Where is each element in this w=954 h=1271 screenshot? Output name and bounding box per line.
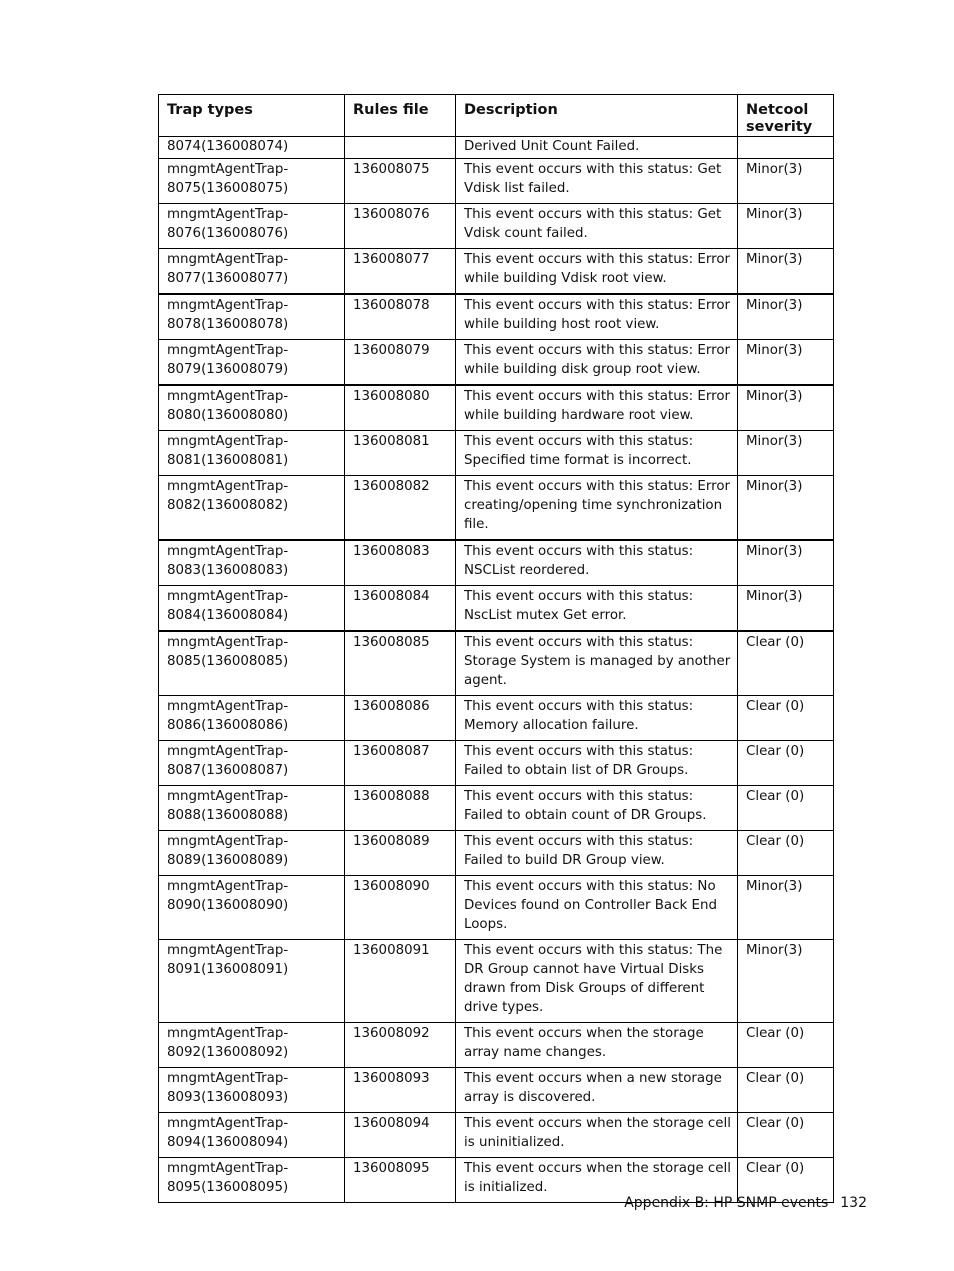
cell-rules-file: 136008083 bbox=[345, 540, 456, 586]
table-row bbox=[159, 1023, 834, 1068]
table-row bbox=[159, 876, 834, 940]
trap-type-line-2: 8077(136008077) bbox=[167, 271, 289, 286]
table-row bbox=[159, 137, 834, 159]
cell-trap-type bbox=[159, 204, 345, 249]
cell-description: This event occurs with this status: Storage System is managed by another agent. bbox=[456, 631, 738, 696]
header-description: Description bbox=[456, 95, 738, 137]
cell-description: This event occurs with this status: Error while building hardware root view. bbox=[456, 385, 738, 431]
cell-rules-file: 136008084 bbox=[345, 586, 456, 632]
cell-description: This event occurs with this status: NscList mutex Get error. bbox=[456, 586, 738, 632]
cell-trap-type bbox=[159, 159, 345, 204]
cell-rules-file: 136008086 bbox=[345, 696, 456, 741]
cell-description: This event occurs with this status: Get Vdisk count failed. bbox=[456, 204, 738, 249]
trap-type-line-2: 8088(136008088) bbox=[167, 808, 289, 823]
cell-rules-file bbox=[345, 137, 456, 159]
cell-description: This event occurs with this status: Specified time format is incorrect. bbox=[456, 431, 738, 476]
table-row bbox=[159, 340, 834, 386]
cell-rules-file: 136008089 bbox=[345, 831, 456, 876]
trap-type-line-2: 8084(136008084) bbox=[167, 608, 289, 623]
cell-trap-type bbox=[159, 631, 345, 696]
trap-type-line-1: mngmtAgentTrap- bbox=[167, 1161, 289, 1176]
cell-description: This event occurs with this status: No Devices found on Controller Back End Loops. bbox=[456, 876, 738, 940]
cell-severity: Minor(3) bbox=[738, 876, 834, 940]
table-row bbox=[159, 586, 834, 632]
trap-type-line-2: 8092(136008092) bbox=[167, 1045, 289, 1060]
trap-type-line-1: mngmtAgentTrap- bbox=[167, 544, 289, 559]
cell-trap-type bbox=[159, 476, 345, 541]
cell-trap-type bbox=[159, 940, 345, 1023]
cell-trap-type bbox=[159, 340, 345, 386]
trap-type-line-1: mngmtAgentTrap- bbox=[167, 1071, 289, 1086]
cell-rules-file: 136008088 bbox=[345, 786, 456, 831]
cell-severity: Clear (0) bbox=[738, 696, 834, 741]
table-row bbox=[159, 540, 834, 586]
trap-type-line-2: 8083(136008083) bbox=[167, 563, 289, 578]
cell-rules-file: 136008076 bbox=[345, 204, 456, 249]
cell-description: This event occurs with this status: Get Vdisk list failed. bbox=[456, 159, 738, 204]
cell-trap-type bbox=[159, 831, 345, 876]
cell-description: This event occurs with this status: NSCList reordered. bbox=[456, 540, 738, 586]
cell-trap-type bbox=[159, 137, 345, 159]
table-row bbox=[159, 385, 834, 431]
header-netcool-severity: Netcool severity bbox=[738, 95, 834, 137]
table-row bbox=[159, 159, 834, 204]
cell-severity: Clear (0) bbox=[738, 1158, 834, 1203]
cell-trap-type bbox=[159, 786, 345, 831]
table-row bbox=[159, 204, 834, 249]
cell-trap-type bbox=[159, 741, 345, 786]
trap-type-line-2: 8094(136008094) bbox=[167, 1135, 289, 1150]
trap-type-line-2: 8089(136008089) bbox=[167, 853, 289, 868]
trap-type-line-1: mngmtAgentTrap- bbox=[167, 699, 289, 714]
trap-type-line-2: 8078(136008078) bbox=[167, 317, 289, 332]
cell-description: This event occurs with this status: Failed to obtain count of DR Groups. bbox=[456, 786, 738, 831]
cell-trap-type bbox=[159, 249, 345, 295]
table-row bbox=[159, 786, 834, 831]
cell-severity: Minor(3) bbox=[738, 385, 834, 431]
header-trap-types: Trap types bbox=[159, 95, 345, 137]
cell-description: This event occurs with this status: Error creating/opening time synchronization file. bbox=[456, 476, 738, 541]
trap-type-line-1: mngmtAgentTrap- bbox=[167, 298, 289, 313]
trap-type-line-1: mngmtAgentTrap- bbox=[167, 343, 289, 358]
cell-rules-file: 136008092 bbox=[345, 1023, 456, 1068]
cell-description: This event occurs with this status: The DR Group cannot have Virtual Disks drawn from Disk Groups of different drive types. bbox=[456, 940, 738, 1023]
cell-severity: Minor(3) bbox=[738, 204, 834, 249]
cell-rules-file: 136008078 bbox=[345, 294, 456, 340]
trap-type-line-1: mngmtAgentTrap- bbox=[167, 479, 289, 494]
cell-trap-type bbox=[159, 876, 345, 940]
cell-severity: Minor(3) bbox=[738, 340, 834, 386]
table-row bbox=[159, 476, 834, 541]
table-row bbox=[159, 294, 834, 340]
trap-type-line-2: 8091(136008091) bbox=[167, 962, 289, 977]
table-row bbox=[159, 831, 834, 876]
cell-rules-file: 136008094 bbox=[345, 1113, 456, 1158]
trap-type-line-1: mngmtAgentTrap- bbox=[167, 635, 289, 650]
cell-rules-file: 136008090 bbox=[345, 876, 456, 940]
cell-description: This event occurs with this status: Failed to build DR Group view. bbox=[456, 831, 738, 876]
trap-type-line-2: 8081(136008081) bbox=[167, 453, 289, 468]
table-row bbox=[159, 1113, 834, 1158]
snmp-events-table bbox=[158, 94, 834, 1203]
trap-type-line-2: 8082(136008082) bbox=[167, 498, 289, 513]
cell-severity: Clear (0) bbox=[738, 631, 834, 696]
cell-description: This event occurs with this status: Error while building host root view. bbox=[456, 294, 738, 340]
cell-description: This event occurs with this status: Memory allocation failure. bbox=[456, 696, 738, 741]
page-footer bbox=[0, 1195, 867, 1211]
trap-type-line-1: mngmtAgentTrap- bbox=[167, 207, 289, 222]
cell-trap-type bbox=[159, 696, 345, 741]
cell-trap-type bbox=[159, 1023, 345, 1068]
table-header-row bbox=[159, 95, 834, 137]
page-number: 132 bbox=[840, 1195, 867, 1211]
cell-severity bbox=[738, 137, 834, 159]
trap-type-line-2: 8080(136008080) bbox=[167, 408, 289, 423]
cell-rules-file: 136008077 bbox=[345, 249, 456, 295]
cell-description: This event occurs when the storage array name changes. bbox=[456, 1023, 738, 1068]
cell-trap-type bbox=[159, 1068, 345, 1113]
trap-type-line-1: mngmtAgentTrap- bbox=[167, 1026, 289, 1041]
cell-description: This event occurs when the storage cell is initialized. bbox=[456, 1158, 738, 1203]
table-row bbox=[159, 1068, 834, 1113]
cell-description: This event occurs when the storage cell is uninitialized. bbox=[456, 1113, 738, 1158]
trap-type-line-1: 8074(136008074) bbox=[167, 139, 289, 154]
cell-rules-file: 136008080 bbox=[345, 385, 456, 431]
cell-severity: Minor(3) bbox=[738, 476, 834, 541]
cell-description: This event occurs with this status: Error while building Vdisk root view. bbox=[456, 249, 738, 295]
trap-type-line-2: 8076(136008076) bbox=[167, 226, 289, 241]
trap-type-line-2: 8079(136008079) bbox=[167, 362, 289, 377]
trap-type-line-1: mngmtAgentTrap- bbox=[167, 389, 289, 404]
cell-trap-type bbox=[159, 540, 345, 586]
cell-severity: Clear (0) bbox=[738, 1113, 834, 1158]
trap-type-line-1: mngmtAgentTrap- bbox=[167, 744, 289, 759]
trap-type-line-2: 8095(136008095) bbox=[167, 1180, 289, 1195]
cell-rules-file: 136008095 bbox=[345, 1158, 456, 1203]
cell-description: This event occurs when a new storage array is discovered. bbox=[456, 1068, 738, 1113]
cell-severity: Minor(3) bbox=[738, 586, 834, 632]
trap-type-line-1: mngmtAgentTrap- bbox=[167, 434, 289, 449]
trap-type-line-1: mngmtAgentTrap- bbox=[167, 252, 289, 267]
cell-severity: Clear (0) bbox=[738, 741, 834, 786]
cell-rules-file: 136008087 bbox=[345, 741, 456, 786]
cell-trap-type bbox=[159, 431, 345, 476]
trap-type-line-2: 8085(136008085) bbox=[167, 654, 289, 669]
trap-type-line-1: mngmtAgentTrap- bbox=[167, 162, 289, 177]
cell-description: This event occurs with this status: Failed to obtain list of DR Groups. bbox=[456, 741, 738, 786]
cell-rules-file: 136008085 bbox=[345, 631, 456, 696]
trap-type-line-1: mngmtAgentTrap- bbox=[167, 589, 289, 604]
cell-rules-file: 136008081 bbox=[345, 431, 456, 476]
trap-type-line-1: mngmtAgentTrap- bbox=[167, 789, 289, 804]
cell-trap-type bbox=[159, 385, 345, 431]
cell-rules-file: 136008075 bbox=[345, 159, 456, 204]
trap-type-line-2: 8090(136008090) bbox=[167, 898, 289, 913]
trap-type-line-1: mngmtAgentTrap- bbox=[167, 834, 289, 849]
cell-severity: Clear (0) bbox=[738, 1068, 834, 1113]
table-row bbox=[159, 249, 834, 295]
cell-severity: Minor(3) bbox=[738, 294, 834, 340]
table-row bbox=[159, 741, 834, 786]
cell-trap-type bbox=[159, 294, 345, 340]
cell-severity: Clear (0) bbox=[738, 786, 834, 831]
trap-type-line-2: 8087(136008087) bbox=[167, 763, 289, 778]
table-row bbox=[159, 696, 834, 741]
trap-type-line-2: 8093(136008093) bbox=[167, 1090, 289, 1105]
cell-rules-file: 136008091 bbox=[345, 940, 456, 1023]
cell-rules-file: 136008082 bbox=[345, 476, 456, 541]
cell-description: Derived Unit Count Failed. bbox=[456, 137, 738, 159]
cell-rules-file: 136008079 bbox=[345, 340, 456, 386]
cell-trap-type bbox=[159, 586, 345, 632]
table-row bbox=[159, 940, 834, 1023]
cell-severity: Minor(3) bbox=[738, 431, 834, 476]
trap-type-line-2: 8075(136008075) bbox=[167, 181, 289, 196]
cell-description: This event occurs with this status: Error while building disk group root view. bbox=[456, 340, 738, 386]
footer-section: Appendix B: HP SNMP events bbox=[624, 1195, 829, 1211]
cell-severity: Minor(3) bbox=[738, 940, 834, 1023]
trap-type-line-1: mngmtAgentTrap- bbox=[167, 943, 289, 958]
cell-severity: Clear (0) bbox=[738, 831, 834, 876]
cell-severity: Minor(3) bbox=[738, 540, 834, 586]
table-row bbox=[159, 631, 834, 696]
cell-severity: Minor(3) bbox=[738, 249, 834, 295]
trap-type-line-1: mngmtAgentTrap- bbox=[167, 1116, 289, 1131]
cell-rules-file: 136008093 bbox=[345, 1068, 456, 1113]
cell-severity: Clear (0) bbox=[738, 1023, 834, 1068]
cell-trap-type bbox=[159, 1113, 345, 1158]
table-row bbox=[159, 431, 834, 476]
cell-severity: Minor(3) bbox=[738, 159, 834, 204]
trap-type-line-1: mngmtAgentTrap- bbox=[167, 879, 289, 894]
trap-type-line-2: 8086(136008086) bbox=[167, 718, 289, 733]
header-rules-file: Rules file bbox=[345, 95, 456, 137]
